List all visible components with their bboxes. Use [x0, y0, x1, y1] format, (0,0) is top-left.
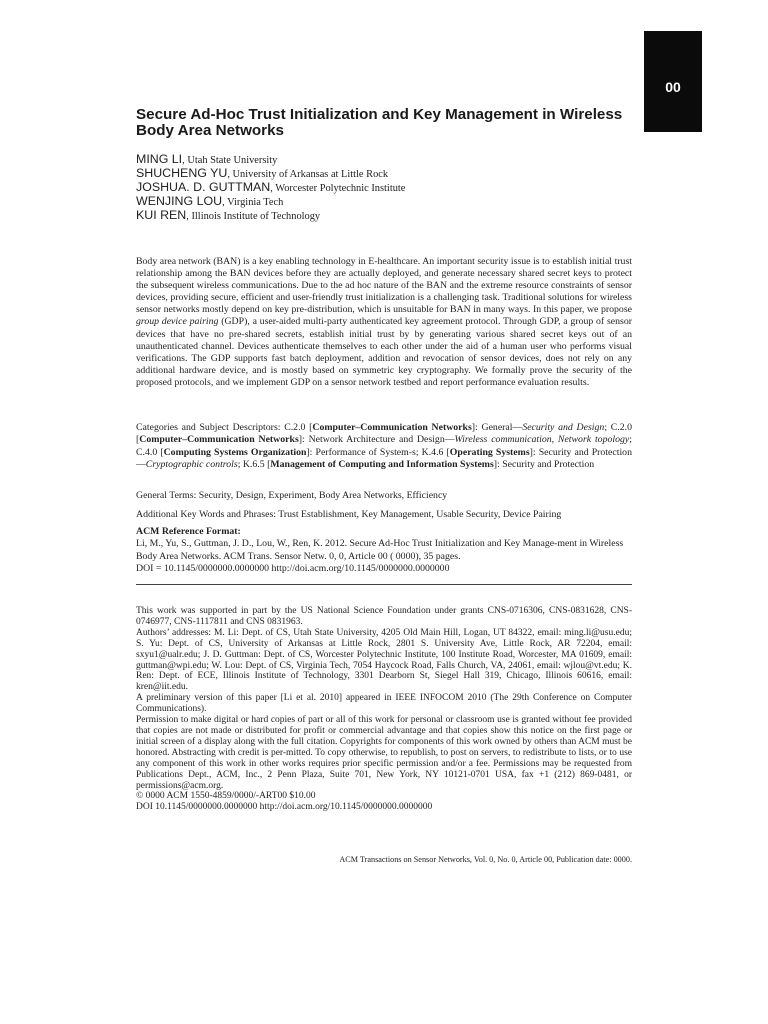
category-bold: Computer–Communication Networks: [312, 422, 472, 433]
author-name: WENJING LOU: [136, 194, 223, 208]
article-number: 00: [665, 79, 681, 95]
abstract-emphasis: group device pairing: [136, 316, 219, 328]
author-affiliation: , Illinois Institute of Technology: [186, 211, 321, 222]
author-line: [136, 194, 636, 208]
author-name: SHUCHENG YU: [136, 166, 228, 180]
category-text: ; C.2.0 [: [136, 422, 632, 446]
category-text: ]: Security and Protection—: [136, 446, 632, 470]
abstract: [136, 256, 632, 389]
category-bold: Management of Computing and Information Systems: [270, 458, 494, 470]
author-name: JOSHUA. D. GUTTMAN: [136, 180, 271, 194]
abstract-text: (GDP), a user-aided multi-party authenticated key agreement protocol. Through GDP, a group of sensor devices that have no pre-shared secrets, establish initial trust by by generating various shared secret keys out of an unauthenticated channel. Devices authenticate themselves to each other under the aid of a human user who performs visual verifications. The GDP supports fast batch deployment, addition and revocation of sensor devices, does not rely on any additional hardware device, and is mostly based on symmetric key cryptography. We formally prove the security of the proposed protocols, and we implement GDP on a sensor network testbed and report performance evaluation results.: [136, 316, 632, 388]
categories-and-subject-descriptors: [136, 422, 632, 471]
acm-reference-heading: ACM Reference Format:: [136, 526, 241, 537]
category-text: ; K.6.5 [: [237, 458, 271, 470]
copyright-line: © 0000 ACM 1550-4859/0000/-ART00 $10.00: [136, 791, 316, 802]
category-bold: Operating Systems: [449, 446, 530, 458]
category-text: ; C.4.0 [: [136, 434, 632, 458]
acm-reference-format: [136, 526, 632, 575]
category-italic: Wireless communication, Network topology: [454, 434, 630, 446]
author-affiliation: , University of Arkansas at Little Rock: [227, 169, 389, 180]
category-text: ]: Security and Protection: [493, 458, 595, 470]
keywords: Additional Key Words and Phrases: Trust Establishment, Key Management, Usable Security, Device Pairing: [136, 509, 562, 520]
permission-notice: Permission to make digital or hard copies of part or all of this work for personal or classroom use is granted without fee provided that copies are not made or distributed for profit or commercial advantage and that copies show this notice on the first page or initial screen of a display along with the full citation. Copyrights for components of this work owned by others than ACM must be honored. Abstracting with credit is per-mitted. To copy otherwise, to republish, to post on servers, to redistribute to lists, or to use any component of this work in other works requires prior specific permission and/or a fee. Permissions may be requested from Publications Dept., ACM, Inc., 2 Penn Plaza, Suite 701, New York, NY 10121-0701 USA, fax +1 (212) 869-0481, or permissions@acm.org.: [136, 715, 632, 791]
category-text: ]: Performance of System-s; K.4.6 [: [306, 446, 450, 458]
category-italic: Security and Design: [522, 422, 605, 433]
category-text: ]: Network Architecture and Design—: [298, 434, 455, 446]
author-line: [136, 208, 636, 222]
abstract-text: Body area network (BAN) is a key enabling technology in E-healthcare. An important security issue is to establish initial trust relationship among the BAN devices before they are actually deployed, and generate necessary shared secret keys to protect the subsequent wireless communications. Due to the ad hoc nature of the BAN and the extreme resource constraints of sensor devices, providing secure, efficient and user-friendly trust initialization is a challenging task. Traditional solutions for wireless sensor networks mostly depend on key pre-distribution, which is unsuitable for BAN in many ways. In this paper, we propose: [136, 256, 632, 316]
author-line: [136, 152, 636, 166]
category-text: ]: General—: [471, 422, 523, 433]
category-text: Categories and Subject Descriptors: C.2.0 [: [136, 422, 313, 433]
funding-note: This work was supported in part by the US National Science Foundation under grants CNS-0716306, CNS-0831628, CNS-0746977, CNS-1117811 and CNS 0831963.: [136, 606, 632, 627]
category-bold: Computer–Communication Networks: [139, 434, 299, 446]
first-page-footnotes: [136, 606, 632, 813]
author-name: KUI REN: [136, 208, 187, 222]
acm-reference-doi: DOI = 10.1145/0000000.0000000 http://doi.acm.org/10.1145/0000000.0000000: [136, 562, 450, 574]
author-name: MING LI: [136, 152, 183, 166]
footnote-divider: [136, 584, 632, 585]
category-italic: Cryptographic controls: [145, 458, 238, 470]
doi-line: DOI 10.1145/0000000.0000000 http://doi.acm.org/10.1145/0000000.0000000: [136, 802, 433, 813]
paper-title: Secure Ad-Hoc Trust Initialization and Key Management in Wireless Body Area Networks: [136, 106, 623, 139]
author-line: [136, 166, 636, 180]
preliminary-version-note: A preliminary version of this paper [Li et al. 2010] appeared in IEEE INFOCOM 2010 (The 29th Conference on Computer Communications).: [136, 693, 632, 715]
author-line: [136, 180, 636, 194]
acm-reference-citation: Li, M., Yu, S., Guttman, J. D., Lou, W., Ren, K. 2012. Secure Ad-Hoc Trust Initialization and Key Manage-ment in Wireless Body Area Networks. ACM Trans. Sensor Netw. 0, 0, Article 00 ( 0000), 35 pages.: [136, 538, 624, 562]
author-addresses: Authors’ addresses: M. Li: Dept. of CS, Utah State University, 4205 Old Main Hill, Logan, UT 84322, email: ming.li@usu.edu; S. Yu: Dept. of CS, University of Arkansas at Little Rock, 2801 S. University Ave, Little Rock, AR 72204, email: sxyu1@ualr.edu; J. D. Guttman: Dept. of CS, Worcester Polytechnic Institute, 100 Institute Road, Worcester, MA 01609, email: guttman@wpi.edu; W. Lou: Dept. of CS, Virginia Tech, 7054 Haycock Road, Falls Church, VA, 24061, email: wjlou@vt.edu; K. Ren: Dept. of ECE, Illinois Institute of Technology, 3301 Dearborn St, Siegel Hall 319, Chicago, Illinois 60616, email: kren@iit.edu.: [136, 627, 632, 693]
article-number-tab: [644, 31, 702, 132]
author-affiliation: , Worcester Polytechnic Institute: [270, 183, 406, 194]
category-bold: Computing Systems Organization: [163, 446, 307, 458]
author-affiliation: , Virginia Tech: [222, 197, 284, 208]
general-terms: General Terms: Security, Design, Experiment, Body Area Networks, Efficiency: [136, 490, 448, 501]
running-footer: ACM Transactions on Sensor Networks, Vol. 0, No. 0, Article 00, Publication date: 0000.: [339, 855, 632, 864]
author-affiliation: , Utah State University: [182, 155, 278, 166]
author-list: [136, 152, 636, 222]
